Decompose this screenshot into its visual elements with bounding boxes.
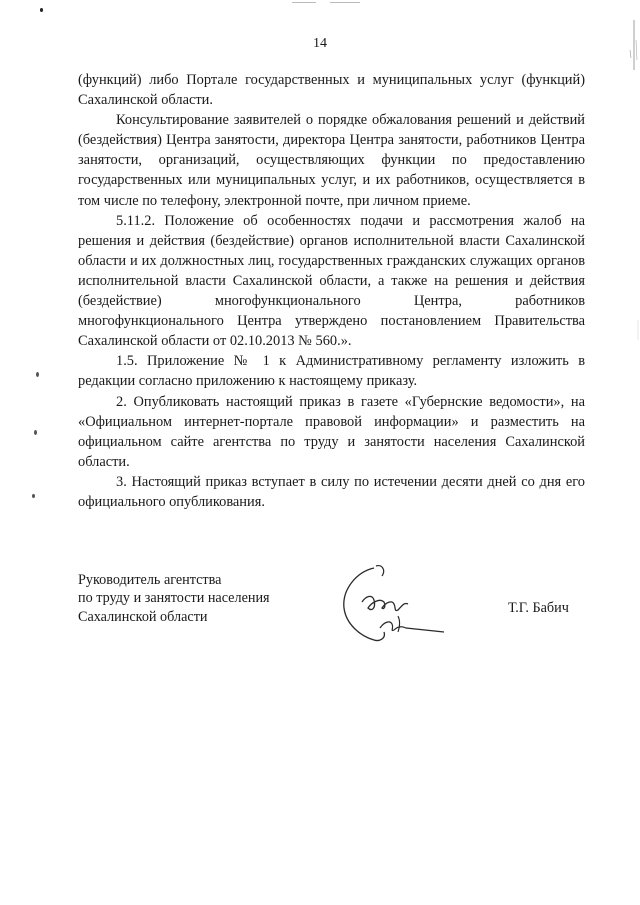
paragraph: 2. Опубликовать настоящий приказ в газете «Губернские ведомости», на «Официальном интернет-портале правовой информации» и разместить на официальном сайте агентства по труду и занятости населения Сахалинской области. <box>78 393 585 470</box>
scan-speck <box>34 430 37 435</box>
signature-block <box>78 571 270 626</box>
document-body <box>78 70 585 512</box>
paragraph: Консультирование заявителей о порядке обжалования решений и действий (бездействия) Центра занятости, директора Центра занятости, работников Центра занятости, организаций, осуществляющих функции по предоставлению государственных или муниципальных услуг, и их работников, осуществляется в том числе по телефону, электронной почте, при личном приеме. <box>78 112 585 209</box>
page-number: 14 <box>313 36 327 51</box>
signer-name: Т.Г. Бабич <box>508 600 569 616</box>
scan-speck <box>40 8 43 12</box>
signer-title-line-2: по труду и занятости населения <box>78 590 270 607</box>
handwritten-signature <box>336 562 446 644</box>
scan-speck <box>36 372 39 377</box>
paragraph: (функций) либо Портале государственных и муниципальных услуг (функций) Сахалинской области. <box>78 72 585 109</box>
scan-speck <box>32 494 35 498</box>
paragraph: 3. Настоящий приказ вступает в силу по истечении десяти дней со дня его официального опубликования. <box>78 473 585 510</box>
signer-title-line-1: Руководитель агентства <box>78 572 222 588</box>
paragraph: 5.11.2. Положение об особенностях подачи и рассмотрения жалоб на решения и действия (бездействие) органов исполнительной власти Сахалинской области и их должностных лиц, государственных гражданских служащих органов исполнительной власти Сахалинской области, а также на решения и действия (бездействие) многофункционального Центра, работников многофункционального Центра утверждено постановлением Правительства Сахалинской области от 02.10.2013 № 560.». <box>78 212 585 350</box>
paragraph: 1.5. Приложение № 1 к Административному регламенту изложить в редакции согласно приложению к настоящему приказу. <box>78 353 585 390</box>
scan-speck <box>292 2 316 3</box>
scan-speck <box>330 2 360 3</box>
signer-title-line-3: Сахалинской области <box>78 608 208 625</box>
scan-edge <box>600 0 640 905</box>
